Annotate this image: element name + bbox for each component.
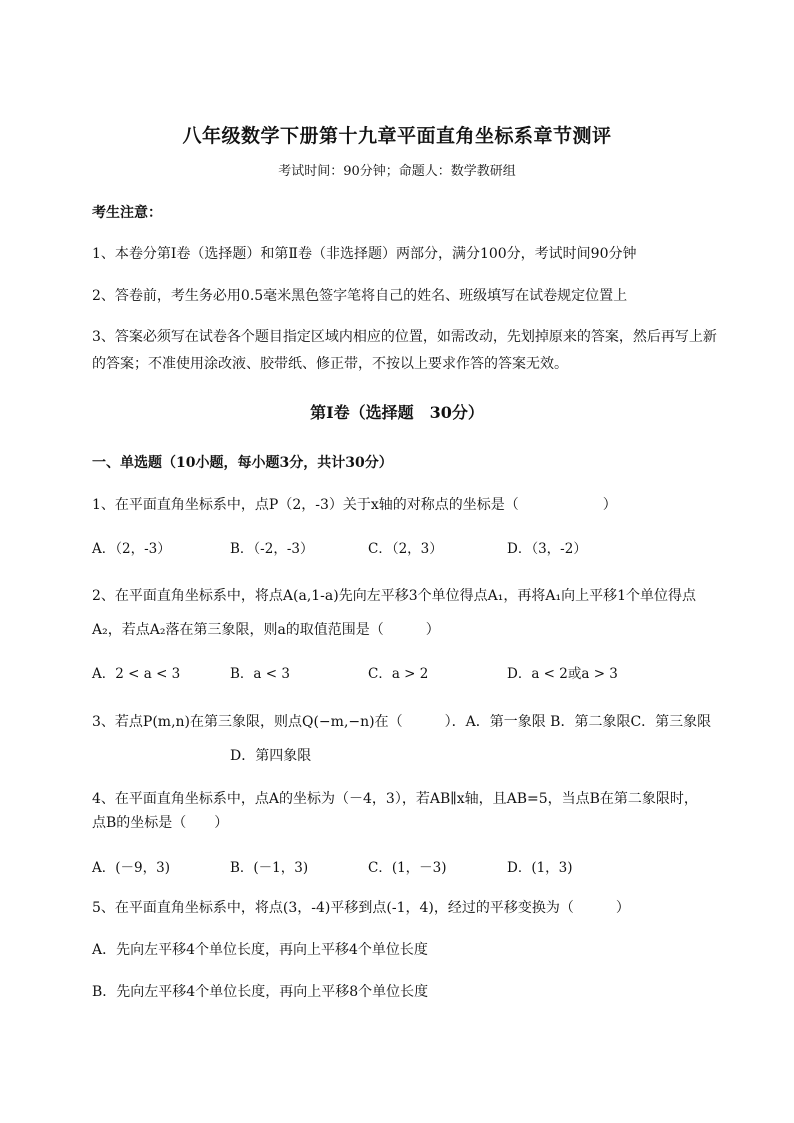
question-2-option-b: B．a < 3 (230, 666, 290, 682)
notice-item: 3、答案必须写在试卷各个题目指定区域内相应的位置，如需改动，先划掉原来的答案，然后再写上新 (92, 329, 717, 345)
question-4-option-a: A．(－9，3) (92, 860, 170, 876)
section-title: 第Ⅰ卷（选择题 30分） (310, 403, 484, 422)
question-3-stem: 3、若点P(m,n)在第三象限，则点Q(−m,−n)在（ ）．A．第一象限 B．第二象限C．第三象限 (92, 714, 712, 730)
notice-item: 2、答卷前，考生务必用0.5毫米黑色签字笔将自己的姓名、班级填写在试卷规定位置上 (92, 288, 628, 304)
notice-heading: 考生注意： (92, 205, 162, 221)
question-4-stem: 点B的坐标是（ ） (92, 815, 229, 831)
question-5-stem: 5、在平面直角坐标系中，将点(3，-4)平移到点(-1，4)，经过的平移变换为（ ） (92, 900, 630, 916)
page-title: 八年级数学下册第十九章平面直角坐标系章节测评 (182, 125, 612, 147)
notice-item: 的答案；不准使用涂改液、胶带纸、修正带，不按以上要求作答的答案无效。 (92, 356, 568, 372)
page-subtitle: 考试时间：90分钟；命题人：数学教研组 (278, 164, 516, 179)
notice-item: 1、本卷分第Ⅰ卷（选择题）和第Ⅱ卷（非选择题）两部分，满分100分，考试时间90分钟 (92, 246, 637, 262)
part-heading: 一、单选题（10小题，每小题3分，共计30分） (92, 455, 393, 471)
question-2-stem: 2、在平面直角坐标系中，将点A(a,1-a)先向左平移3个单位得点A₁，再将A₁向上平移1个单位得点 (92, 588, 696, 604)
question-2-option-c: C．a > 2 (368, 666, 429, 682)
question-4-option-b: B．(－1，3) (230, 860, 309, 876)
question-1-option-b: B．（-2，-3） (230, 541, 314, 557)
question-4-option-d: D．(1，3) (507, 860, 573, 876)
question-2-option-d: D．a < 2或a > 3 (507, 666, 618, 682)
question-5-option-b: B．先向左平移4个单位长度，再向上平移8个单位长度 (92, 984, 429, 1000)
question-3-stem: D．第四象限 (230, 748, 312, 764)
question-2-stem: A₂，若点A₂落在第三象限，则a的取值范围是（ ） (92, 622, 440, 638)
question-1-stem: 1、在平面直角坐标系中，点P（2，-3）关于x轴的对称点的坐标是（ ） (92, 497, 617, 513)
question-1-option-d: D．（3，-2） (507, 541, 587, 557)
question-1-option-a: A．（2，-3） (92, 541, 171, 557)
question-4-option-c: C．(1，－3) (368, 860, 447, 876)
question-1-option-c: C．（2，3） (368, 541, 443, 557)
question-4-stem: 4、在平面直角坐标系中，点A的坐标为（－4，3），若AB∥x轴，且AB=5，当点B在第二象限时， (92, 791, 698, 807)
question-5-option-a: A．先向左平移4个单位长度，再向上平移4个单位长度 (92, 942, 428, 958)
question-2-option-a: A．2 < a < 3 (92, 666, 181, 682)
